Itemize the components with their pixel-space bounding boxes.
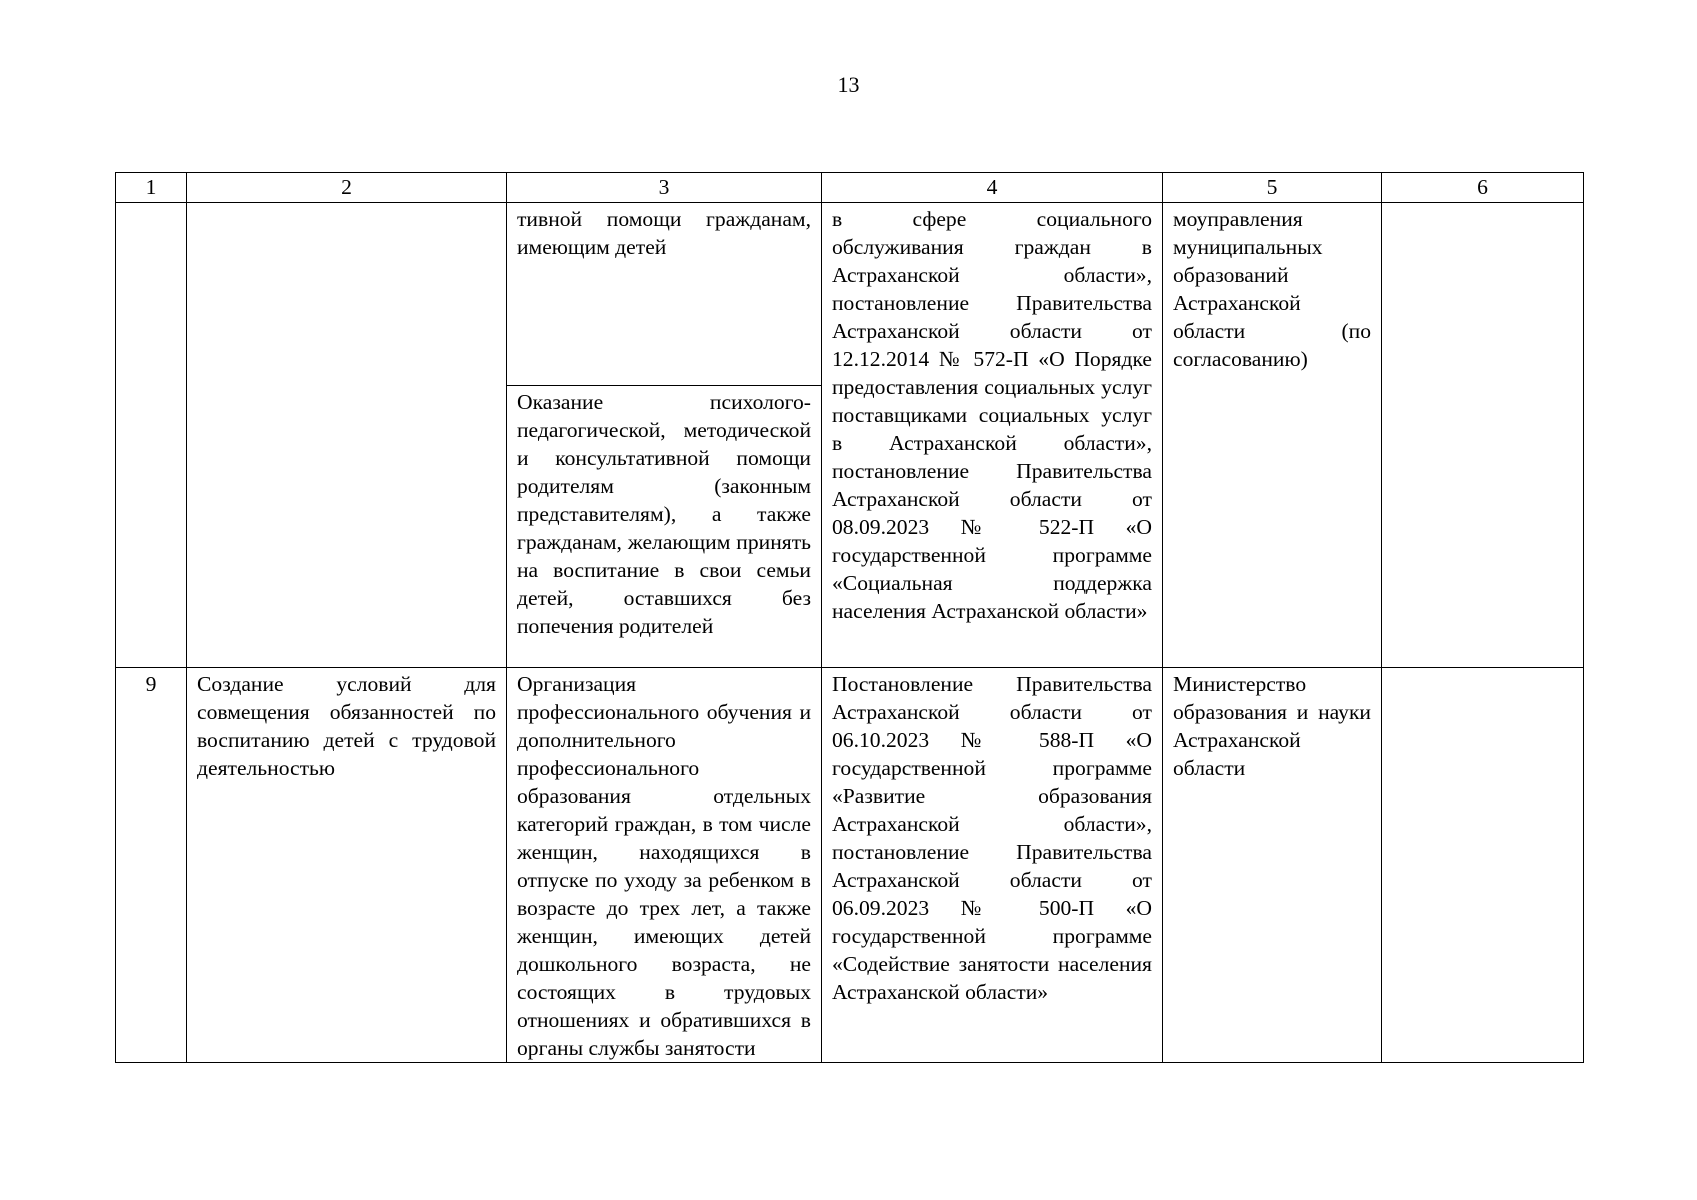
cont-cell-measure-part2 xyxy=(507,386,822,668)
row9-cell-number: 9 xyxy=(116,668,187,1063)
header-cell-5: 5 xyxy=(1163,173,1382,203)
header-cell-1: 1 xyxy=(116,173,187,203)
measures-table xyxy=(115,172,1584,1063)
row9-cell-task xyxy=(187,668,507,1063)
cont-cell-measure-part1 xyxy=(507,203,822,386)
table-row xyxy=(116,668,1584,1063)
cont-cell-number xyxy=(116,203,187,668)
cont-cell-legal-basis xyxy=(822,203,1163,668)
header-cell-6: 6 xyxy=(1382,173,1584,203)
page-number: 13 xyxy=(837,72,860,97)
row9-task-text: Создание условий для совмещения обязанностей по воспитанию детей с трудовой деятельностью xyxy=(197,672,496,780)
row9-executor-text: Министерство образования и науки Астраханской области xyxy=(1173,672,1371,780)
row9-cell-deadline xyxy=(1382,668,1584,1063)
row9-cell-measure xyxy=(507,668,822,1063)
row9-measure-text: Организация профессионального обучения и дополнительного профессионального образования отдельных категорий граждан, в том числе женщин, находящихся в отпуске по уходу за ребенком в возрасте до трех лет, а также женщин, имеющих детей дошкольного возраста, не состоящих в трудовых отношениях и обратившихся в органы службы занятости xyxy=(517,672,811,1060)
header-cell-3: 3 xyxy=(507,173,822,203)
cont-legal-text: в сфере социального обслуживания граждан в Астраханской области», постановление Правительства Астраханской области от 12.12.2014 № 572-П «О Порядке предоставления социальных услуг поставщиками социальных услуг в Астраханской области», постановление Правительства Астраханской области от 08.09.2023 № 522-П «О государственной программе «Социальная поддержка населения Астраханской области» xyxy=(832,207,1152,623)
row9-cell-executor xyxy=(1163,668,1382,1063)
header-cell-4: 4 xyxy=(822,173,1163,203)
cont-measure-text-1: тивной помощи гражданам, имеющим детей xyxy=(517,207,811,259)
cont-executor-text: моуправления муниципальных образований Астраханской области (по согласованию) xyxy=(1173,207,1371,371)
row9-cell-legal-basis xyxy=(822,668,1163,1063)
header-cell-2: 2 xyxy=(187,173,507,203)
row9-legal-text: Постановление Правительства Астраханской области от 06.10.2023 № 588-П «О государственной программе «Развитие образования Астраханской области», постановление Правительства Астраханской области от 06.09.2023 № 500-П «О государственной программе «Содействие занятости населения Астраханской области» xyxy=(832,672,1152,1004)
cont-cell-executor xyxy=(1163,203,1382,668)
cont-measure-text-2: Оказание психолого-педагогической, методической и консультативной помощи родителям (законным представителям), а также гражданам, желающим принять на воспитание в свои семьи детей, оставшихся без попечения родителей xyxy=(517,390,811,638)
cont-cell-task xyxy=(187,203,507,668)
table-row xyxy=(116,203,1584,386)
cont-cell-deadline xyxy=(1382,203,1584,668)
table-header-row xyxy=(116,173,1584,203)
